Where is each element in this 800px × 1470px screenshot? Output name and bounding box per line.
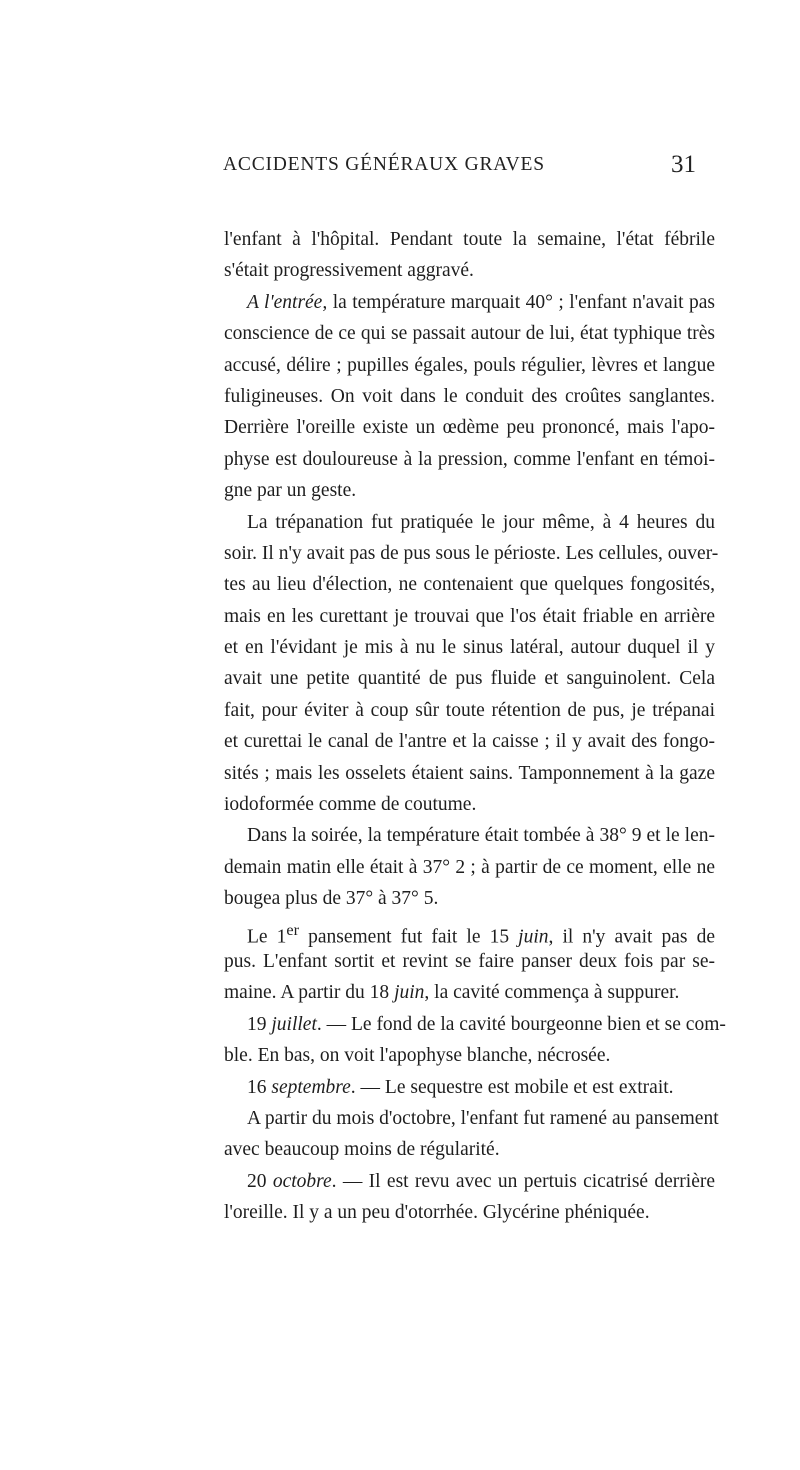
- line-text: 16: [247, 1076, 272, 1098]
- text-line: sités ; mais les osselets étaient sains. Tamponnement à la gaze: [224, 762, 715, 784]
- text-line: l'enfant à l'hôpital. Pendant toute la semaine, l'état fébrile: [224, 229, 715, 250]
- italic-phrase: A l'entrée,: [247, 291, 328, 313]
- text-line: [224, 1072, 715, 1103]
- line-text: pansement fut fait le 15: [299, 926, 519, 948]
- text-line: [224, 977, 715, 1008]
- text-line: et curettai le canal de l'antre et la caisse ; il y avait des fongo-: [224, 731, 715, 753]
- text-line: gne par un geste.: [224, 480, 357, 502]
- text-line: fait, pour éviter à coup sûr toute rétention de pus, je trépanai: [224, 699, 715, 721]
- running-title: ACCIDENTS GÉNÉRAUX GRAVES: [223, 154, 545, 175]
- text-line: pus. L'enfant sortit et revint se faire panser deux fois par se-: [224, 950, 715, 972]
- line-text: 19: [247, 1013, 272, 1035]
- text-line: iodoformée comme de coutume.: [224, 794, 477, 816]
- line-text: . — Il est revu avec un pertuis cicatrisé derrière: [331, 1170, 715, 1192]
- line-text: . — Le sequestre est mobile et est extrait.: [350, 1076, 674, 1098]
- text-line: Derrière l'oreille existe un œdème peu prononcé, mais l'apo-: [224, 417, 715, 439]
- text-line: avec beaucoup moins de régularité.: [224, 1139, 500, 1161]
- text-line: mais en les curettant je trouvai que l'os était friable en arrière: [224, 605, 715, 627]
- text-line: La trépanation fut pratiquée le jour même, à 4 heures du: [247, 511, 715, 533]
- text-line: accusé, délire ; pupilles égales, pouls régulier, lèvres et langue: [224, 354, 715, 376]
- line-text: . — Le fond de la cavité bourgeonne bien et se com-: [316, 1013, 726, 1035]
- running-head: [0, 152, 800, 182]
- text-line: soir. Il n'y avait pas de pus sous le périoste. Les cellules, ouver-: [224, 542, 719, 564]
- text-line: bougea plus de 37° à 37° 5.: [224, 888, 439, 910]
- italic-date: juin: [394, 982, 425, 1004]
- text-line: [224, 287, 715, 318]
- line-text: 20: [247, 1170, 273, 1192]
- text-line: A partir du mois d'octobre, l'enfant fut ramené au pansement: [247, 1107, 719, 1129]
- text-line: physe est douloureuse à la pression, comme l'enfant en témoi-: [224, 448, 715, 470]
- text-line: l'oreille. Il y a un peu d'otorrhée. Glycérine phéniquée.: [224, 1202, 650, 1224]
- text-line: demain matin elle était à 37° 2 ; à partir de ce moment, elle ne: [224, 856, 715, 878]
- text-line: avait une petite quantité de pus fluide et sanguinolent. Cela: [224, 668, 715, 690]
- italic-date: juillet: [271, 1013, 317, 1035]
- line-text: la température marquait 40° ; l'enfant n'avait pas: [327, 291, 715, 313]
- line-text: , il n'y avait pas de: [548, 926, 715, 948]
- page-number: 31: [671, 151, 696, 178]
- italic-date: septembre: [271, 1076, 351, 1098]
- superscript: er: [286, 920, 300, 939]
- text-line: ble. En bas, on voit l'apophyse blanche, nécrosée.: [224, 1045, 611, 1067]
- text-line: et en l'évidant je mis à nu le sinus latéral, autour duquel il y: [224, 637, 715, 659]
- italic-date: octobre: [272, 1170, 332, 1192]
- text-line: [224, 915, 715, 946]
- text-line: Dans la soirée, la température était tombée à 38° 9 et le len-: [247, 825, 715, 847]
- text-line: [224, 1166, 715, 1197]
- line-text: maine. A partir du 18: [224, 982, 395, 1004]
- line-text: , la cavité commença à suppurer.: [424, 982, 680, 1004]
- text-line: [224, 1009, 726, 1040]
- text-line: fuligineuses. On voit dans le conduit des croûtes sanglantes.: [224, 385, 715, 407]
- text-line: tes au lieu d'élection, ne contenaient que quelques fongosités,: [224, 574, 715, 596]
- italic-date: juin: [518, 926, 549, 948]
- body-text: [224, 224, 726, 1229]
- text-line: s'était progressivement aggravé.: [224, 260, 474, 282]
- line-text: Le 1: [247, 926, 287, 948]
- text-line: conscience de ce qui se passait autour de lui, état typhique très: [224, 323, 715, 345]
